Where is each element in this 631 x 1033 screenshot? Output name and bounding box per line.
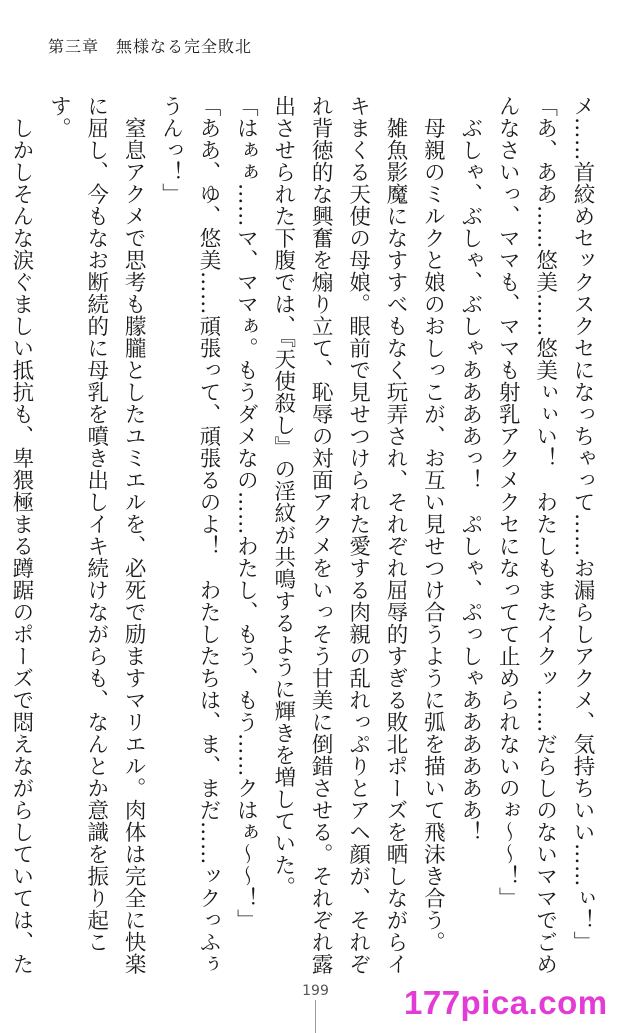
paragraph: しかしそんな涙ぐましい抵抗も、卑猥極まる蹲踞のポーズで悶えながらしていては、た bbox=[8, 117, 34, 975]
paragraph: 「あ、ああ……悠美……悠美ぃぃい！ わたしもまたイクッ……だらしのないママでごめんなさいっ、ママも、ママも射乳アクメクセになってて止められないのぉ〜〜！」 bbox=[495, 95, 558, 975]
paragraph: 「はぁぁ……マ、ママぁ。もうダメなの……わたし、もう、もう……クはぁ〜〜！」 bbox=[233, 95, 259, 931]
body-text bbox=[8, 95, 601, 980]
chapter-title: 第三章 無様なる完全敗北 bbox=[48, 37, 253, 56]
paragraph: ぶしゃ、ぶしゃ、ぶしゃああああっ！ ぷしゃ、ぷっしゃああああああ！ bbox=[457, 95, 483, 843]
paragraph: 窒息アクメで思考も朦朧としたユミエルを、必死で励ますマリエル。肉体は完全に快楽に屈し、今もなお断続的に母乳を噴き出しイキ続けながらも、なんとか意識を振り起こす。 bbox=[46, 95, 147, 975]
watermark: 177pica.com bbox=[404, 984, 608, 1021]
page-number: 199 bbox=[302, 983, 329, 999]
page-number-rule bbox=[315, 1000, 316, 1033]
paragraph: メ……首絞めセックスクセになっちゃって……お漏らしアクメ、気持ちいい……ぃ！」 bbox=[570, 95, 595, 953]
paragraph: 「ああ、ゆ、悠美……頑張って、頑張るのよ！ わたしたちは、ま、まだ……ックっふぅうんっ！」 bbox=[158, 95, 221, 975]
paragraph: 母親のミルクと娘のおしっこが、お互い見せつけ合うように弧を描いて飛沫き合う。 bbox=[420, 95, 446, 953]
paragraph: 雑魚影魔になすすべもなく玩弄され、それぞれ屈辱的すぎる敗北ポーズを晒しながらイキまくる天使の母娘。眼前で見せつけられた愛する肉親の乱れっぷりとアヘ顔が、それぞれ背徳的な興奮を煽り立て、恥辱の対面アクメをいっそう甘美に倒錯させる。それぞれ露出させられた下腹では、『天使殺し』の淫紋が共鳴するように輝きを増していた。 bbox=[270, 95, 408, 975]
